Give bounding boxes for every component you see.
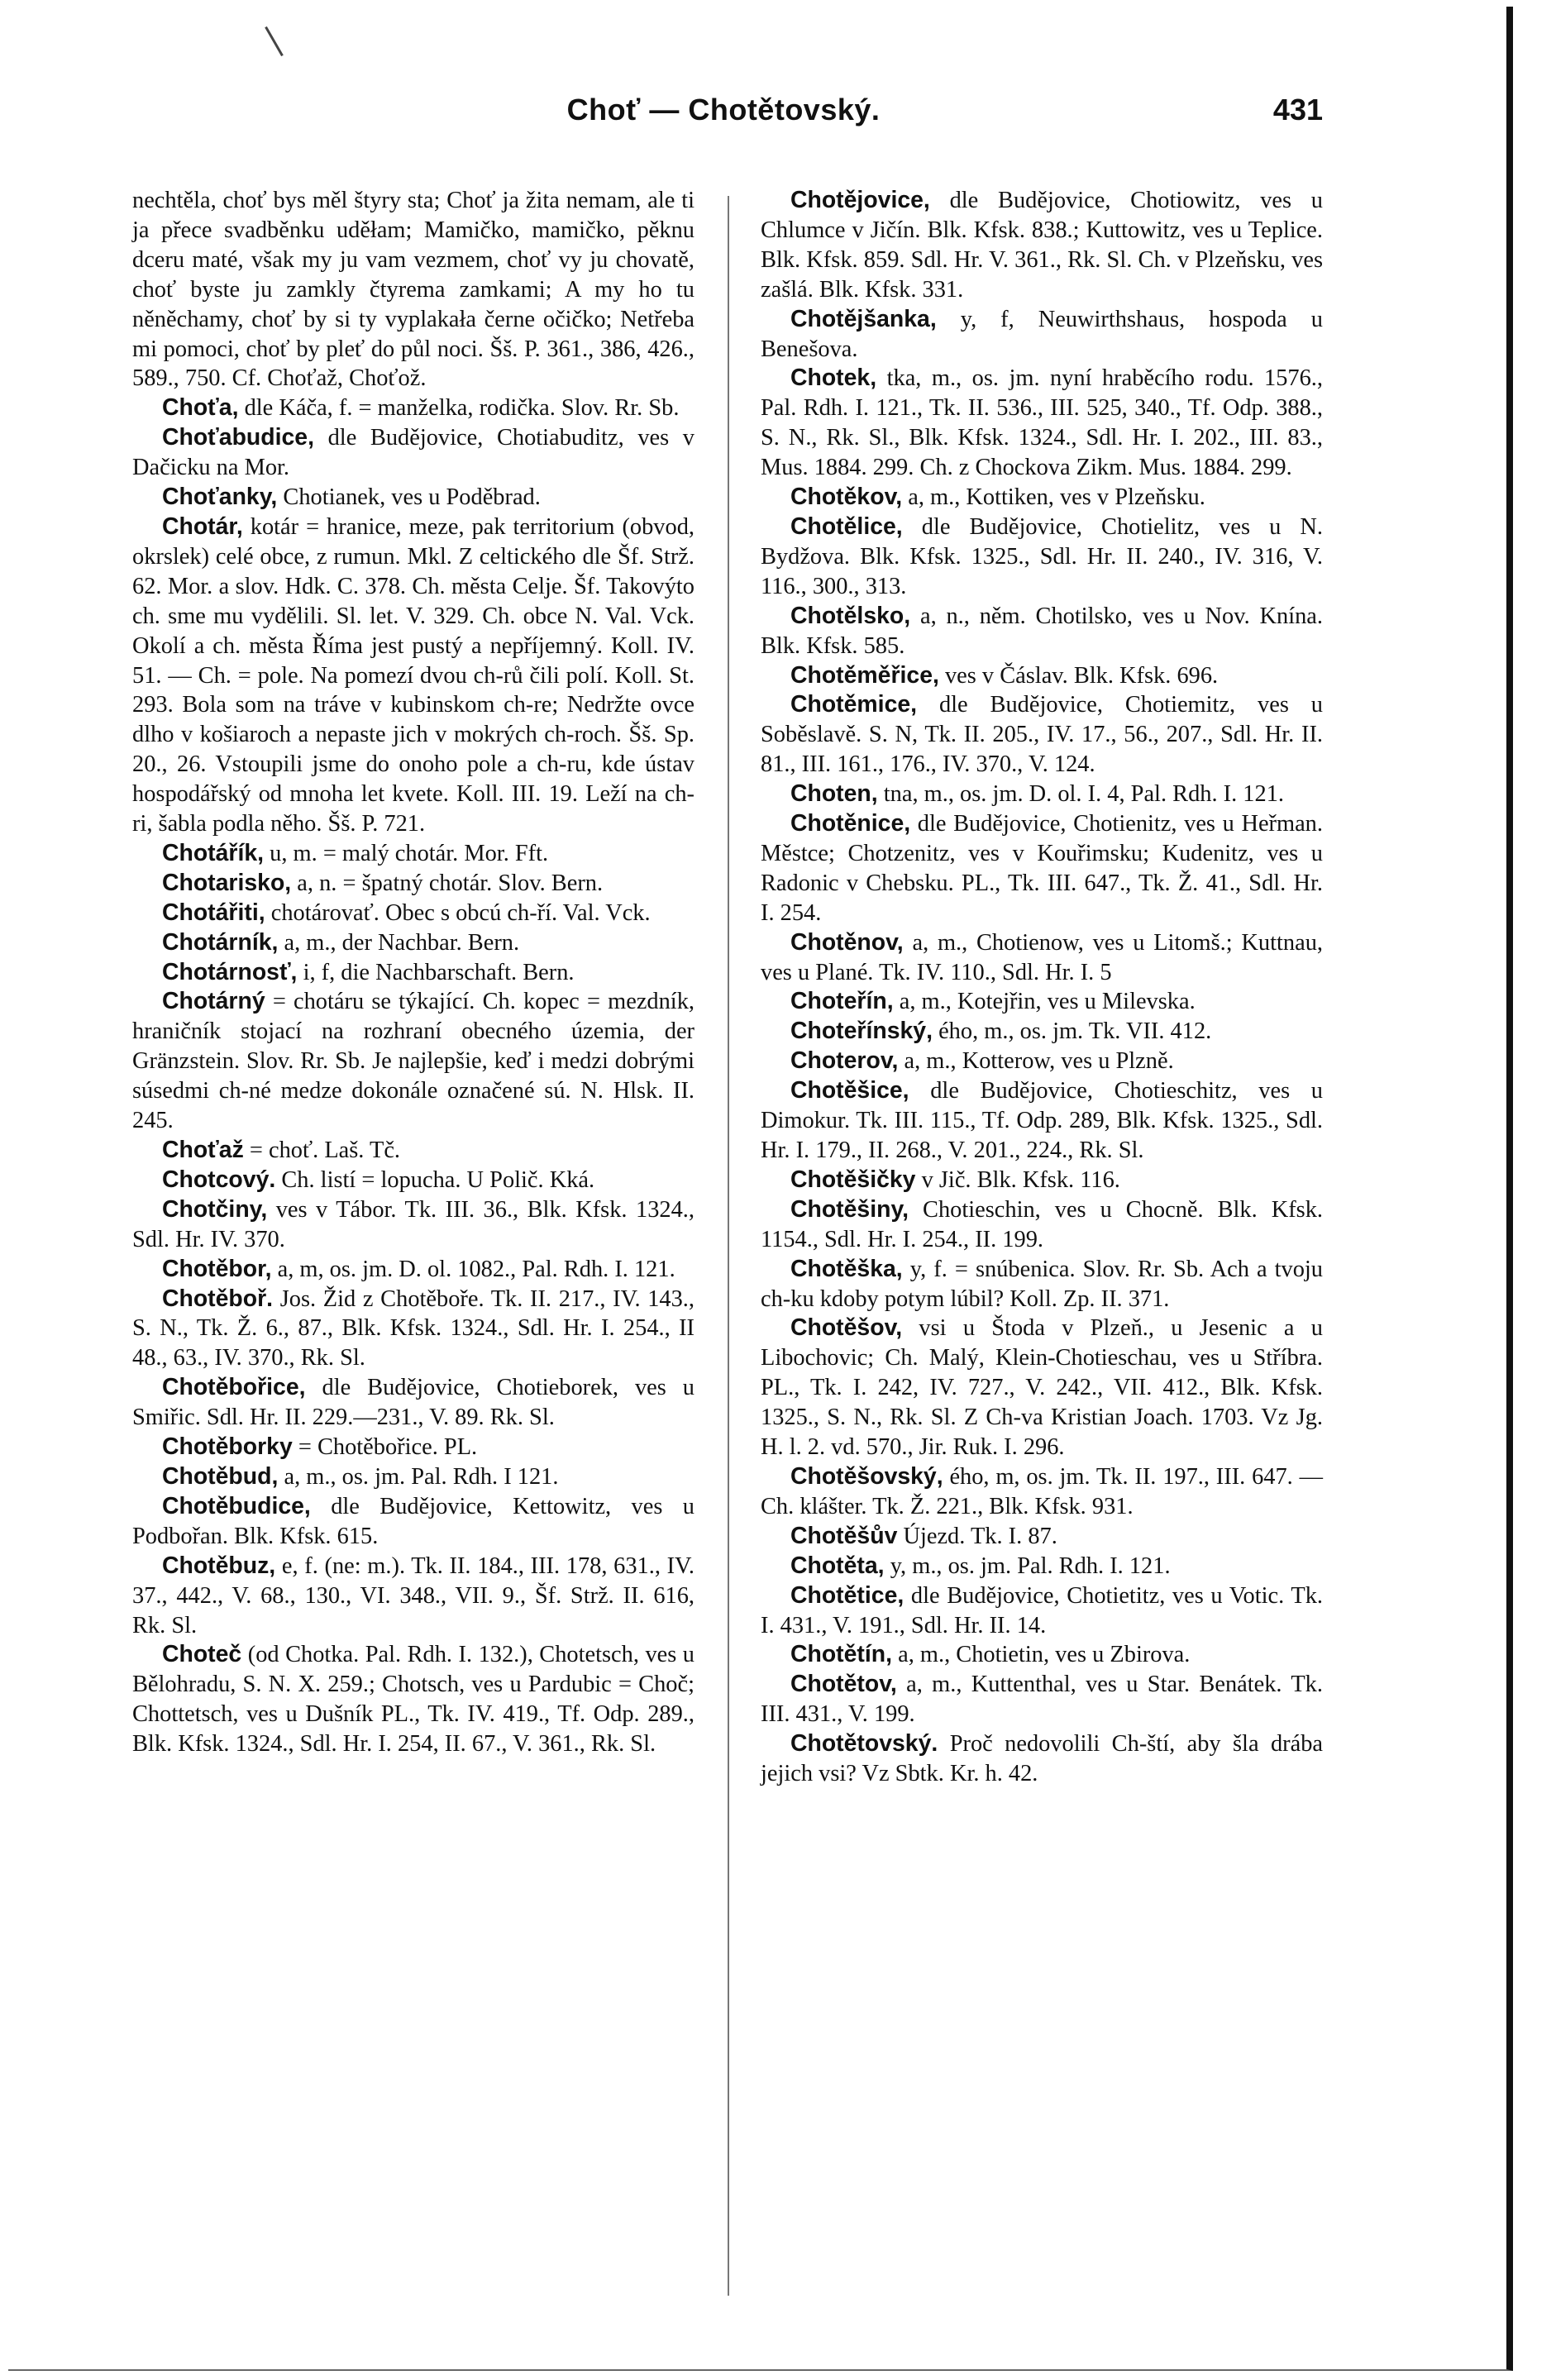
entry-headword: Choteč (162, 1641, 242, 1668)
entry-headword: Chotěta, (790, 1552, 885, 1579)
entry-headword: Chotětov, (790, 1671, 897, 1698)
entry-headword: Chotěbuz, (162, 1552, 276, 1579)
entry-headword: Chotěbudice, (162, 1492, 311, 1519)
dictionary-entry (132, 1255, 694, 1285)
dictionary-entry (761, 1017, 1323, 1047)
dictionary-entry (761, 1195, 1323, 1255)
entry-headword: Chotětice, (790, 1581, 904, 1609)
entry-headword: Chotějovice, (790, 187, 930, 213)
entry-body: a, m., Kottiken, ves v Plzeňsku. (908, 484, 1205, 511)
entry-headword: Choteřín, (790, 988, 894, 1015)
entry-body: tka, m., os. jm. nyní hraběcího rodu. 1576., Pal. Rdh. I. 121., Tk. II. 536., III. 525, 340., Tf. Odp. 388., S. N., Rk. Sl., Blk. Kfsk. 1324., Sdl. Hr. I. 202., III. 83., Mus. 1884. 299. Ch. z Chockova Zikm. Mus. 1884. 299. (761, 365, 1323, 481)
entry-headword: Chotěšice, (790, 1077, 909, 1104)
dictionary-entry (132, 393, 694, 423)
right-column (761, 186, 1323, 1789)
entry-headword: Chotětín, (790, 1641, 893, 1668)
dictionary-entry (761, 1581, 1323, 1641)
dictionary-entry (132, 1492, 694, 1552)
entry-body: a, m., os. jm. Pal. Rdh. I 121. (284, 1463, 559, 1490)
entry-body: y, f. = snúbenica. Slov. Rr. Sb. Ach a tvoju ch-ku kdoby potym lúbil? Koll. Zp. II. 371. (761, 1256, 1323, 1312)
dictionary-entry (132, 1195, 694, 1255)
entry-headword: Chotěšičky (790, 1166, 916, 1193)
entry-body: vsi u Štoda v Plzeň., u Jesenic a u Libochovic; Ch. Malý, Klein-Chotieschau, ves u Stříbra. PL., Tk. I. 242, IV. 727., V. 242., VII. 412., Blk. Kfsk. 1325., S. N., Rk. Sl. Z Ch-va Kristian Joach. 1703. Vz Jg. H. l. 2. vd. 570., Jir. Ruk. I. 296. (761, 1315, 1324, 1461)
column-rule (728, 196, 729, 2296)
dictionary-entry (132, 513, 694, 839)
entry-body: dle Budějovice, Chotietitz, ves u Votic. Tk. I. 431., V. 191., Sdl. Hr. II. 14. (761, 1582, 1323, 1638)
entry-headword: Chotějšanka, (790, 305, 937, 332)
entry-body: a, m., Chotietin, ves u Zbirova. (898, 1642, 1191, 1668)
dictionary-entry (761, 809, 1323, 928)
entry-headword: Chotěměřice, (790, 661, 939, 689)
entry-headword: Choťaž (162, 1137, 244, 1163)
entry-body: ves v Tábor. Tk. III. 36., Blk. Kfsk. 1324., Sdl. Hr. IV. 370. (132, 1196, 694, 1252)
entry-body: v Jič. Blk. Kfsk. 116. (921, 1166, 1120, 1193)
entry-headword: Chotělice, (790, 513, 903, 540)
entry-body: Chotianek, ves u Poděbrad. (283, 484, 541, 511)
entry-headword: Chotěboř. (162, 1285, 274, 1312)
entry-body: = Chotěbořice. PL. (298, 1434, 478, 1461)
entry-headword: Chotárník, (162, 928, 279, 956)
dictionary-entry (761, 1640, 1323, 1670)
entry-headword: Chotářiti, (162, 899, 265, 926)
dictionary-entry (761, 1314, 1323, 1462)
running-head: Choť — Chotětovský. (566, 93, 881, 126)
dictionary-entry (132, 1285, 694, 1374)
entry-body: dle Budějovice, Kettowitz, ves u Podbořan. Blk. Kfsk. 615. (132, 1493, 694, 1549)
dictionary-entry (132, 987, 694, 1136)
entry-headword: Chotělsko, (790, 602, 911, 629)
entry-body: dle Budějovice, Chotiabuditz, ves v Dačicku na Mor. (132, 425, 694, 481)
dictionary-entry (132, 1640, 694, 1759)
entry-headword: Chotěnice, (790, 810, 911, 837)
entry-headword: Chotěmice, (790, 691, 918, 718)
entry-body: ves v Čáslav. Blk. Kfsk. 696. (944, 662, 1219, 689)
entry-body: dle Budějovice, Chotieschitz, ves u Dimokur. Tk. III. 115., Tf. Odp. 289, Blk. Kfsk. 1325., Sdl. Hr. I. 179., II. 268., V. 201., 224., Rk. Sl. (761, 1078, 1323, 1163)
entry-body: Proč nedovolili Ch-ští, aby šla drába jejich vsi? Vz Sbtk. Kr. h. 42. (761, 1731, 1323, 1787)
entry-body: = chotáru se týkající. Ch. kopec = mezdník, hraničník stojací na rozhraní obecného územia, der Gränzstein. Slov. Rr. Sb. Je najlepšie, keď i medzi dobrými súsedmi ch-né medze dokonále označené sú. N. Hlsk. II. 245. (132, 989, 694, 1134)
left-column (132, 186, 694, 1759)
entry-headword: Choten, (790, 780, 878, 808)
entry-body: i, f, die Nachbarschaft. Bern. (303, 959, 575, 985)
entry-body: a, m., der Nachbar. Bern. (284, 929, 520, 956)
entry-body: ého, m, os. jm. Tk. II. 197., III. 647. — Ch. klášter. Tk. Ž. 221., Blk. Kfsk. 931. (761, 1463, 1323, 1519)
dictionary-entry (761, 364, 1323, 483)
entry-body: a, m, os. jm. D. ol. 1082., Pal. Rdh. I. 121. (277, 1256, 675, 1282)
page-header (124, 93, 1323, 142)
entry-body: y, m., os. jm. Pal. Rdh. I. 121. (890, 1552, 1171, 1579)
dictionary-entry (761, 1166, 1323, 1195)
entry-headword: Chotárnosť, (162, 958, 298, 985)
entry-headword: Chotárný (162, 988, 265, 1015)
entry-headword: Chotěnov, (790, 928, 904, 956)
dictionary-entry (761, 1462, 1323, 1522)
entry-headword: Choťabudice, (162, 424, 314, 451)
entry-body: dle Budějovice, Chotieborek, ves u Smiřic. Sdl. Hr. II. 229.—231., V. 89. Rk. Sl. (132, 1375, 694, 1431)
entry-headword: Choťa, (162, 394, 239, 422)
entry-headword: Choťanky, (162, 484, 278, 511)
entry-headword: Choteřínský, (790, 1018, 933, 1045)
entry-body: y, f, Neuwirthshaus, hospoda u Benešova. (761, 306, 1323, 362)
dictionary-entry (761, 602, 1323, 661)
entry-body: dle Budějovice, Chotienitz, ves u Heřman. Městce; Chotzenitz, ves v Kouřimsku; Kudenitz, ves u Radonic v Chebsku. PL., Tk. III. 647., Tk. Ž. 41., Sdl. Hr. I. 254. (761, 811, 1323, 926)
entry-body: u, m. = malý chotár. Mor. Fft. (270, 840, 549, 866)
dictionary-entry (761, 1522, 1323, 1552)
dictionary-entry (761, 1670, 1323, 1729)
entry-headword: Chotářík, (162, 839, 265, 866)
dictionary-entry (761, 305, 1323, 365)
entry-headword: Chotěbud, (162, 1462, 279, 1490)
dictionary-entry (132, 1136, 694, 1166)
dictionary-entry (132, 483, 694, 513)
entry-body: dle Káča, f. = manželka, rodička. Slov. Rr. Sb. (244, 395, 680, 422)
dictionary-entry (761, 780, 1323, 809)
entry-headword: Chotěšovský, (790, 1462, 943, 1490)
dictionary-entry (761, 928, 1323, 988)
entry-body: = choť. Laš. Tč. (249, 1138, 401, 1163)
entry-body: a, n. = špatný chotár. Slov. Bern. (297, 870, 604, 896)
entry-headword: Chotěkov, (790, 484, 903, 511)
dictionary-entry (761, 1047, 1323, 1076)
entry-headword: Chotěšiny, (790, 1195, 909, 1223)
entry-headword: Chotětovský. (790, 1730, 938, 1758)
entry-body: a, m., Kotejřin, ves u Milevska. (899, 989, 1196, 1015)
dictionary-entry (761, 1729, 1323, 1789)
entry-body: a, m., Chotienow, ves u Litomš.; Kuttnau, ves u Plané. Tk. IV. 110., Sdl. Hr. I. 5 (761, 929, 1323, 985)
dictionary-entry (761, 1076, 1323, 1166)
dictionary-entry (132, 1166, 694, 1195)
dictionary-entry (132, 1552, 694, 1641)
text-columns (132, 186, 1323, 2302)
dictionary-entry (132, 1373, 694, 1433)
entry-headword: Choterov, (790, 1047, 899, 1075)
entry-body: kotár = hranice, meze, pak territorium (obvod, okrslek) celé obce, z rumun. Mkl. Z celtického dle Šf. Strž. 62. Mor. a slov. Hdk. C. 378. Ch. města Celje. Šf. Takovýto ch. sme mu vydělili. Sl. let. V. 329. Ch. obce N. Val. Vck. Okolí a ch. města Říma jest pustý a nepříjemný. Koll. IV. 51. — Ch. = pole. Na pomezí dvou ch-rů čili polí. Koll. St. 293. Bola som na tráve v kubinskom ch-re; Nedržte ovce dlho v košiaroch a nepaste jich v mokrých ch-roch. Šš. Sp. 20., 26. Vstoupili jsme do onoho pole a ch-ru, kde ústav hospodářský od mnoha let kvete. Koll. III. 19. Leží na ch-ri, šabla podla něho. Šš. P. 721. (132, 513, 694, 837)
entry-body: (od Chotka. Pal. Rdh. I. 132.), Chotetsch, ves u Bělohradu, S. N. X. 259.; Chotsch, ves u Pardubic = Choč; Chottetsch, ves u Dušník PL., Tk. IV. 419., Tf. Odp. 289., Blk. Kfsk. 1324., Sdl. Hr. I. 254, II. 67., V. 361., Rk. Sl. (132, 1642, 694, 1758)
dictionary-entry (132, 869, 694, 899)
dictionary-entry (761, 186, 1323, 305)
dictionary-entry (132, 1462, 694, 1492)
dictionary-entry (761, 661, 1323, 691)
entry-headword: Chotarisko, (162, 869, 292, 896)
dictionary-entry (132, 839, 694, 869)
entry-body: Jos. Žid z Chotěboře. Tk. II. 217., IV. 143., S. N., Tk. Ž. 6., 87., Blk. Kfsk. 1324., Sdl. Hr. I. 254., II 48., 63., IV. 370., Rk. Sl. (132, 1285, 694, 1371)
dictionary-entry (132, 1433, 694, 1462)
entry-body: a, m., Kuttenthal, ves u Star. Benátek. Tk. III. 431., V. 199. (761, 1672, 1323, 1728)
entry-body: Chotieschin, ves u Chocně. Blk. Kfsk. 1154., Sdl. Hr. I. 254., II. 199. (761, 1196, 1323, 1252)
entry-body: ého, m., os. jm. Tk. VII. 412. (938, 1018, 1212, 1045)
entry-body: Ch. listí = lopucha. U Polič. Kká. (281, 1166, 595, 1193)
entry-body: nechtěla, choť bys měl štyry sta; Choť ja žita nemam, ale ti ja přece svadběnku uděłam; Mamičko, mamičko, pěknu dceru maté, však my ju vam vezmem, choť vy ju chovatě, choť byste ju zamkly čtyrema zamkami; A my ho tu něněchamy, choť by si ty vyplakała černe očičko; Netřeba mi pomoci, choť by pleť do půl noci. Šš. P. 361., 386, 426., 589., 750. Cf. Choťaž, Choťož. (132, 188, 694, 392)
dictionary-entry (132, 899, 694, 928)
entry-body: e, f. (ne: m.). Tk. II. 184., III. 178, 631., IV. 37., 442., V. 68., 130., VI. 348., VII. 9., Šf. Strž. II. 616, Rk. Sl. (132, 1552, 694, 1638)
entry-body: tna, m., os. jm. D. ol. I. 4, Pal. Rdh. I. 121. (883, 781, 1284, 808)
entry-body: dle Budějovice, Chotiemitz, ves u Soběslavě. S. N, Tk. II. 205., IV. 17., 56., 207., Sdl. Hr. II. 81., III. 161., 176., IV. 370., V. 124. (761, 692, 1323, 778)
dictionary-entry (761, 483, 1323, 513)
entry-body: dle Budějovice, Chotiowitz, ves u Chlumce v Jičín. Blk. Kfsk. 838.; Kuttowitz, ves u Teplice. Blk. Kfsk. 859. Sdl. Hr. V. 361., Rk. Sl. Ch. v Plzeňsku, ves zašlá. Blk. Kfsk. 331. (761, 188, 1323, 303)
dictionary-entry (761, 690, 1323, 780)
dictionary-entry (132, 423, 694, 483)
entry-body: Újezd. Tk. I. 87. (903, 1523, 1057, 1549)
dictionary-entry (761, 513, 1323, 602)
entry-headword: Chotár, (162, 513, 243, 540)
entry-body: chotárovať. Obec s obcú ch-ří. Val. Vck. (270, 899, 651, 926)
dictionary-entry (761, 987, 1323, 1017)
dictionary-entry (761, 1255, 1323, 1314)
dictionary-entry (132, 928, 694, 958)
entry-headword: Chotěšov, (790, 1314, 903, 1342)
entry-body: a, n., něm. Chotilsko, ves u Nov. Knína. Blk. Kfsk. 585. (761, 603, 1323, 659)
entry-body: dle Budějovice, Chotielitz, ves u N. Bydžova. Blk. Kfsk. 1325., Sdl. Hr. II. 240., IV. 316, V. 116., 300., 313. (761, 513, 1323, 599)
dictionary-entry (761, 1552, 1323, 1581)
dictionary-entry (132, 186, 694, 393)
entry-headword: Chotěbořice, (162, 1374, 306, 1401)
entry-headword: Chotek, (790, 365, 877, 392)
entry-body: a, m., Kotterow, ves u Plzně. (904, 1048, 1174, 1075)
entry-headword: Chotcový. (162, 1166, 276, 1193)
dictionary-entry (132, 958, 694, 988)
entry-headword: Chotčiny, (162, 1195, 268, 1223)
entry-headword: Chotěšův (790, 1522, 898, 1549)
entry-headword: Chotěbor, (162, 1255, 272, 1282)
page-number: 431 (1272, 93, 1323, 126)
entry-headword: Chotěška, (790, 1255, 903, 1282)
entry-headword: Chotěborky (162, 1433, 293, 1461)
